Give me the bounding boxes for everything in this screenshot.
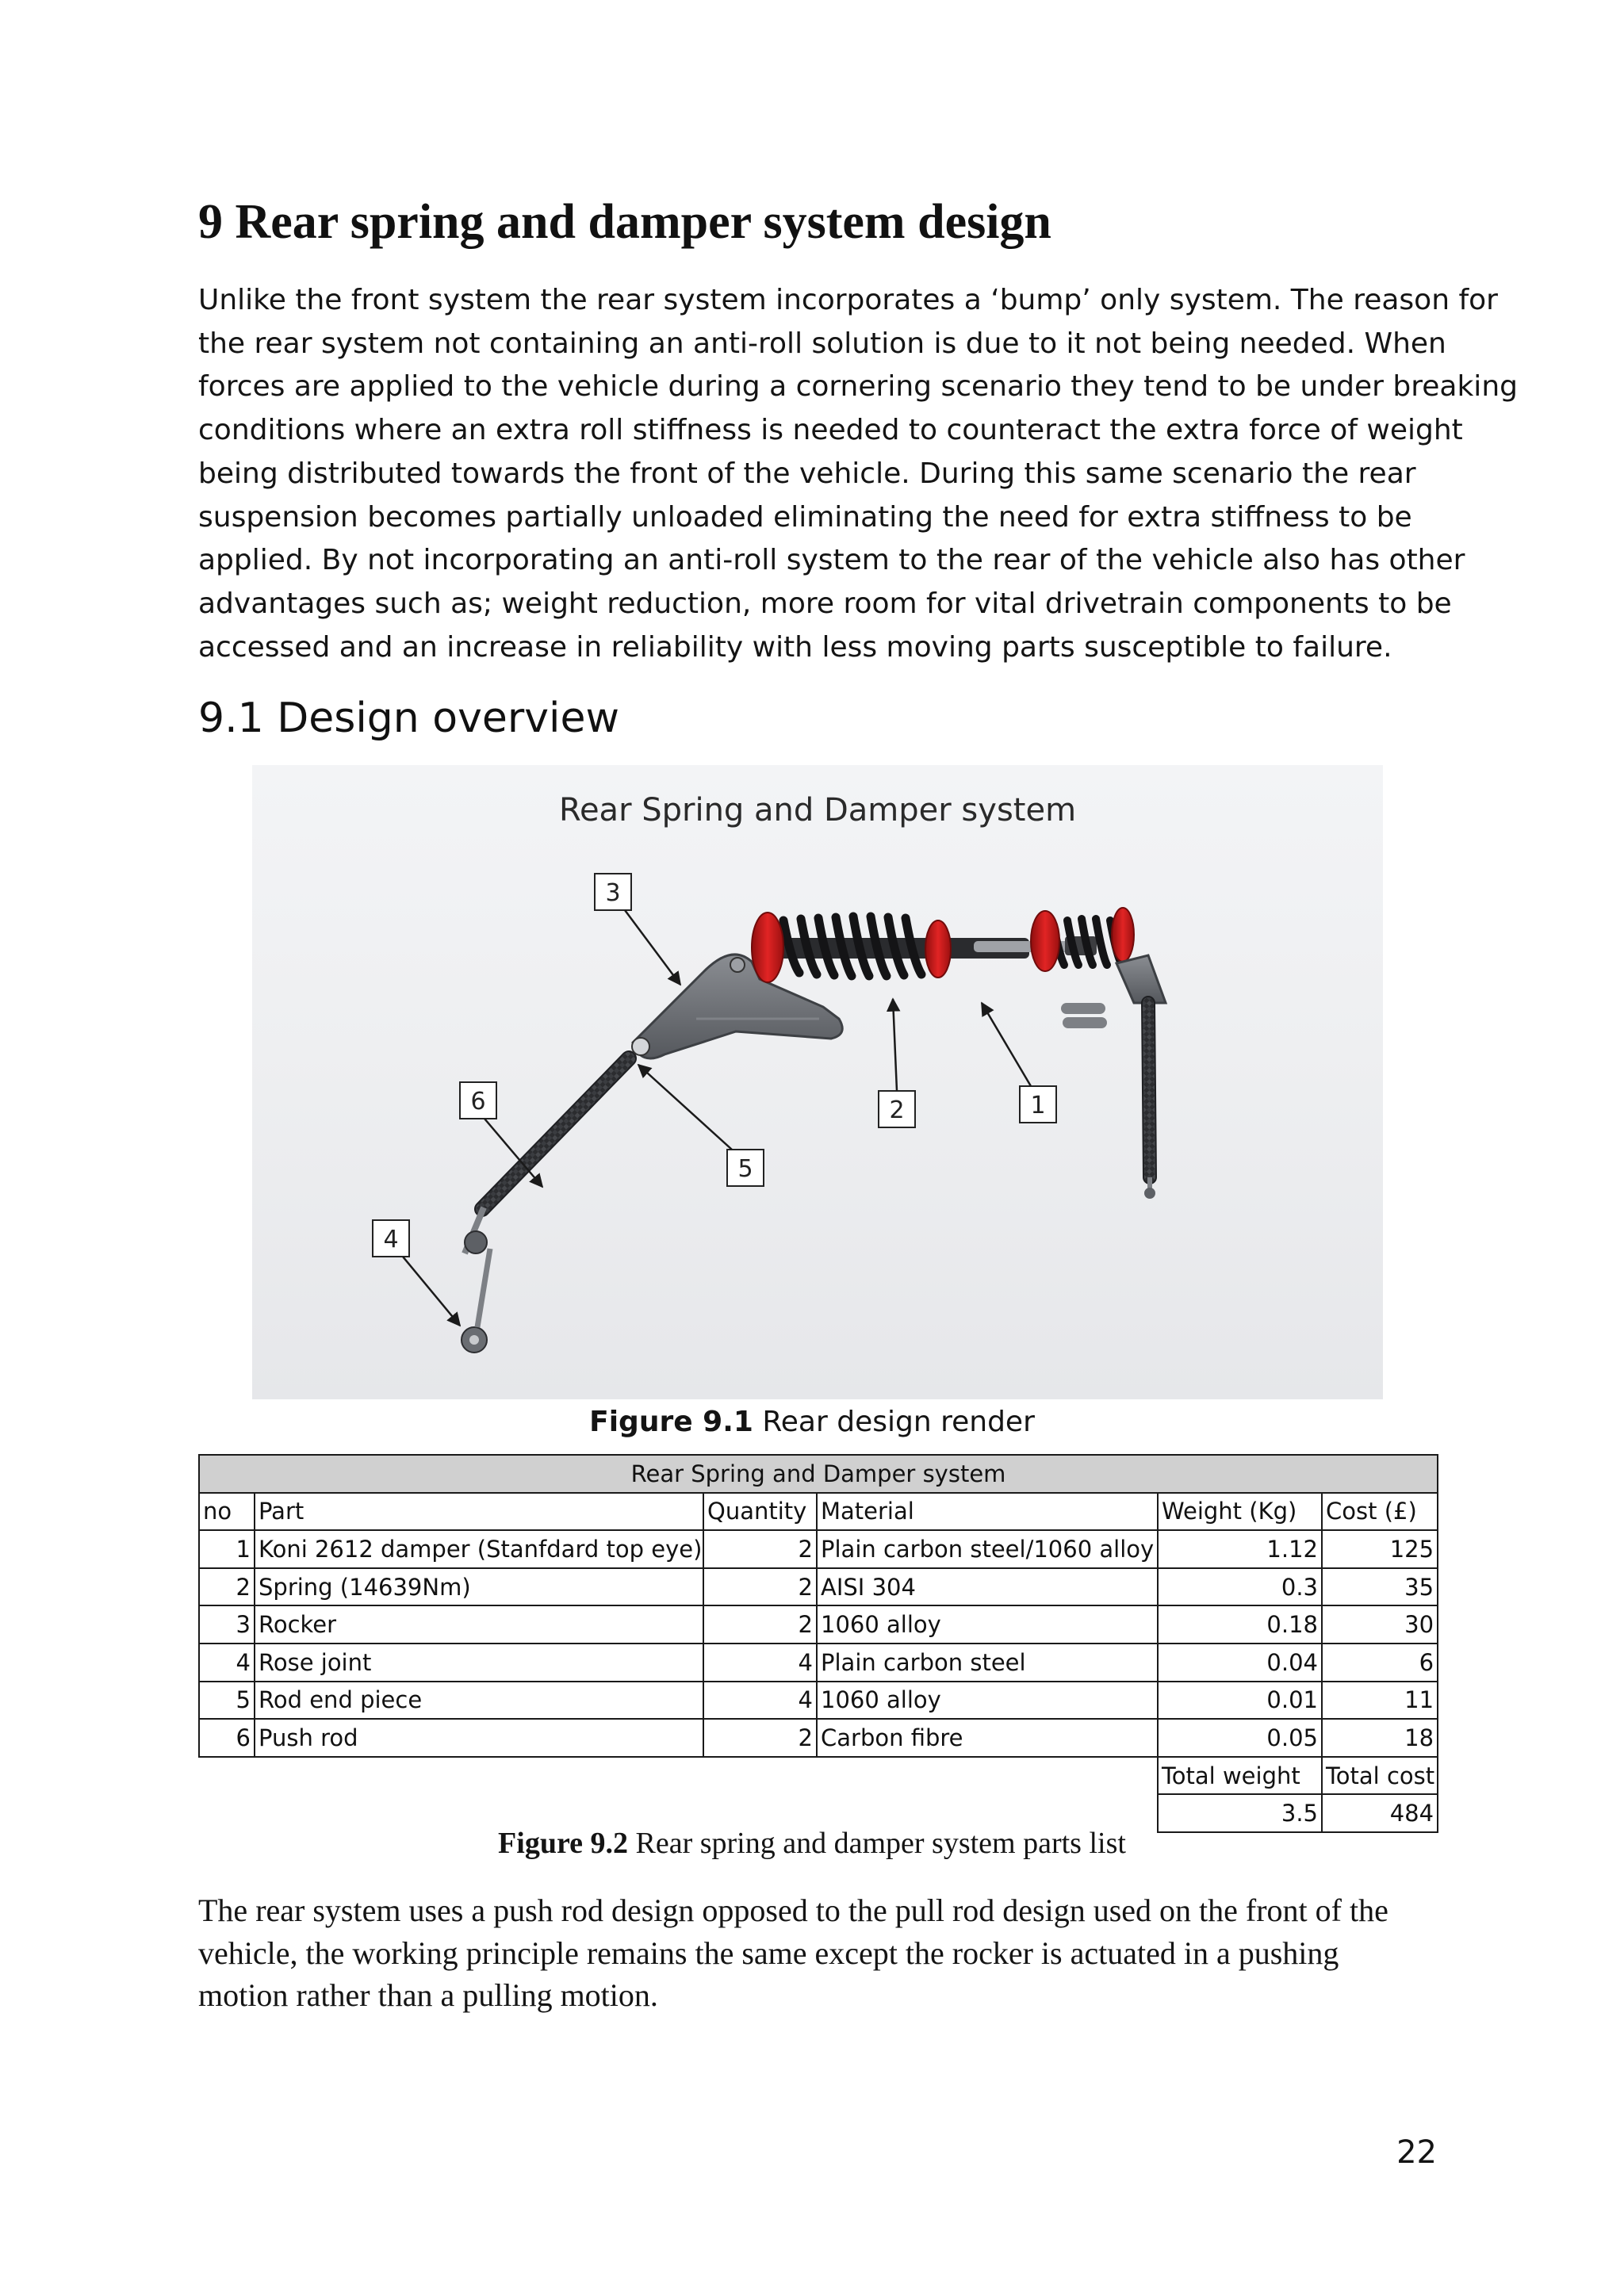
- push-rod: [482, 1058, 629, 1209]
- total-cost-value: 484: [1322, 1794, 1438, 1832]
- cell-cost: 125: [1322, 1530, 1438, 1568]
- cell-no: 4: [199, 1644, 255, 1682]
- render-title: Rear Spring and Damper system: [558, 792, 1077, 828]
- cell-weight: 0.01: [1158, 1682, 1322, 1720]
- figure-1-caption: [0, 1405, 1624, 1440]
- section-heading: 9 Rear spring and damper system design: [198, 195, 1051, 249]
- intro-line: forces are applied to the vehicle during a cornering scenario they tend to be under breaking: [198, 370, 1518, 404]
- header-quantity: Quantity: [703, 1493, 817, 1531]
- rear-design-render: [252, 765, 1383, 1399]
- callout-3: [595, 874, 680, 985]
- cell-material: 1060 alloy: [817, 1605, 1158, 1644]
- subsection-heading: 9.1 Design overview: [198, 695, 619, 742]
- cell-material: Plain carbon steel: [817, 1644, 1158, 1682]
- header-no: no: [199, 1493, 255, 1531]
- cell-part: Koni 2612 damper (Stanfdard top eye): [255, 1530, 703, 1568]
- table-title: Rear Spring and Damper system: [199, 1455, 1438, 1493]
- cell-part: Rocker: [255, 1605, 703, 1644]
- cell-cost: 30: [1322, 1605, 1438, 1644]
- closing-line: motion rather than a pulling motion.: [198, 1977, 658, 2013]
- total-cost-label: Total cost: [1322, 1757, 1438, 1795]
- callout-5: [638, 1065, 764, 1186]
- cell-material: AISI 304: [817, 1568, 1158, 1606]
- total-weight-value: 3.5: [1158, 1794, 1322, 1832]
- table-row: [199, 1644, 1438, 1682]
- callout-1: [982, 1003, 1056, 1123]
- table-row: [199, 1568, 1438, 1606]
- cell-cost: 18: [1322, 1719, 1438, 1757]
- header-part: Part: [255, 1493, 703, 1531]
- cell-quantity: 2: [703, 1719, 817, 1757]
- cell-no: 2: [199, 1568, 255, 1606]
- header-material: Material: [817, 1493, 1158, 1531]
- figure-2-label: Figure 9.2: [498, 1827, 628, 1860]
- cell-weight: 0.3: [1158, 1568, 1322, 1606]
- intro-line: advantages such as; weight reduction, more room for vital drivetrain components to be: [198, 587, 1452, 620]
- intro-paragraph: [198, 279, 1518, 669]
- cell-no: 3: [199, 1605, 255, 1644]
- svg-text:4: 4: [383, 1226, 399, 1253]
- table-row: [199, 1605, 1438, 1644]
- header-weight: Weight (Kg): [1158, 1493, 1322, 1531]
- table-header-row: [199, 1493, 1438, 1531]
- cell-part: Rose joint: [255, 1644, 703, 1682]
- table-row: [199, 1530, 1438, 1568]
- figure-1-text: Rear design render: [753, 1406, 1035, 1438]
- cell-no: 5: [199, 1682, 255, 1720]
- cell-cost: 11: [1322, 1682, 1438, 1720]
- cell-no: 1: [199, 1530, 255, 1568]
- figure-2-text: Rear spring and damper system parts list: [628, 1827, 1126, 1860]
- intro-line: suspension becomes partially unloaded eliminating the need for extra stiffness to be: [198, 500, 1412, 534]
- cell-cost: 35: [1322, 1568, 1438, 1606]
- cell-quantity: 2: [703, 1530, 817, 1568]
- callout-2: [879, 999, 915, 1127]
- right-damper: [1031, 908, 1166, 1199]
- closing-line: The rear system uses a push rod design opposed to the pull rod design used on the front of the: [198, 1892, 1388, 1928]
- cell-part: Push rod: [255, 1719, 703, 1757]
- cell-material: Plain carbon steel/1060 alloy: [817, 1530, 1158, 1568]
- cell-quantity: 4: [703, 1644, 817, 1682]
- cell-part: Rod end piece: [255, 1682, 703, 1720]
- svg-text:6: 6: [470, 1088, 486, 1115]
- cell-no: 6: [199, 1719, 255, 1757]
- header-cost: Cost (£): [1322, 1493, 1438, 1531]
- svg-text:5: 5: [737, 1155, 753, 1183]
- rose-joint: [465, 1207, 487, 1253]
- intro-line: being distributed towards the front of the vehicle. During this same scenario the rear: [198, 457, 1416, 490]
- cell-quantity: 4: [703, 1682, 817, 1720]
- cell-weight: 0.05: [1158, 1719, 1322, 1757]
- intro-line: applied. By not incorporating an anti-roll system to the rear of the vehicle also has other: [198, 544, 1465, 577]
- table-title-row: [199, 1455, 1438, 1493]
- intro-line: the rear system not containing an anti-roll solution is due to it not being needed. When: [198, 327, 1446, 360]
- cell-weight: 1.12: [1158, 1530, 1322, 1568]
- total-weight-label: Total weight: [1158, 1757, 1322, 1795]
- svg-text:1: 1: [1030, 1092, 1046, 1119]
- closing-paragraph: [198, 1889, 1443, 2017]
- cell-weight: 0.04: [1158, 1644, 1322, 1682]
- closing-line: vehicle, the working principle remains the same except the rocker is actuated in a pushing: [198, 1934, 1339, 1971]
- intro-line: accessed and an increase in reliability with less moving parts susceptible to failure.: [198, 630, 1392, 664]
- figure-2-caption: [0, 1825, 1624, 1862]
- table-row: [199, 1719, 1438, 1757]
- cell-cost: 6: [1322, 1644, 1438, 1682]
- intro-line: conditions where an extra roll stiffness is needed to counteract the extra force of weight: [198, 414, 1463, 447]
- totals-label-row: [199, 1757, 1438, 1795]
- table-row: [199, 1682, 1438, 1720]
- svg-text:3: 3: [605, 879, 621, 907]
- parts-table: [198, 1454, 1438, 1833]
- cell-quantity: 2: [703, 1568, 817, 1606]
- figure-1-label: Figure 9.1: [589, 1406, 753, 1438]
- svg-text:2: 2: [889, 1096, 905, 1124]
- intro-line: Unlike the front system the rear system incorporates a ‘bump’ only system. The reason for: [198, 284, 1498, 316]
- cell-material: Carbon fibre: [817, 1719, 1158, 1757]
- cell-weight: 0.18: [1158, 1605, 1322, 1644]
- page-number: 22: [1396, 2134, 1437, 2171]
- cell-part: Spring (14639Nm): [255, 1568, 703, 1606]
- callout-6: [460, 1082, 542, 1187]
- cell-material: 1060 alloy: [817, 1682, 1158, 1720]
- cell-quantity: 2: [703, 1605, 817, 1644]
- callout-4: [373, 1220, 460, 1326]
